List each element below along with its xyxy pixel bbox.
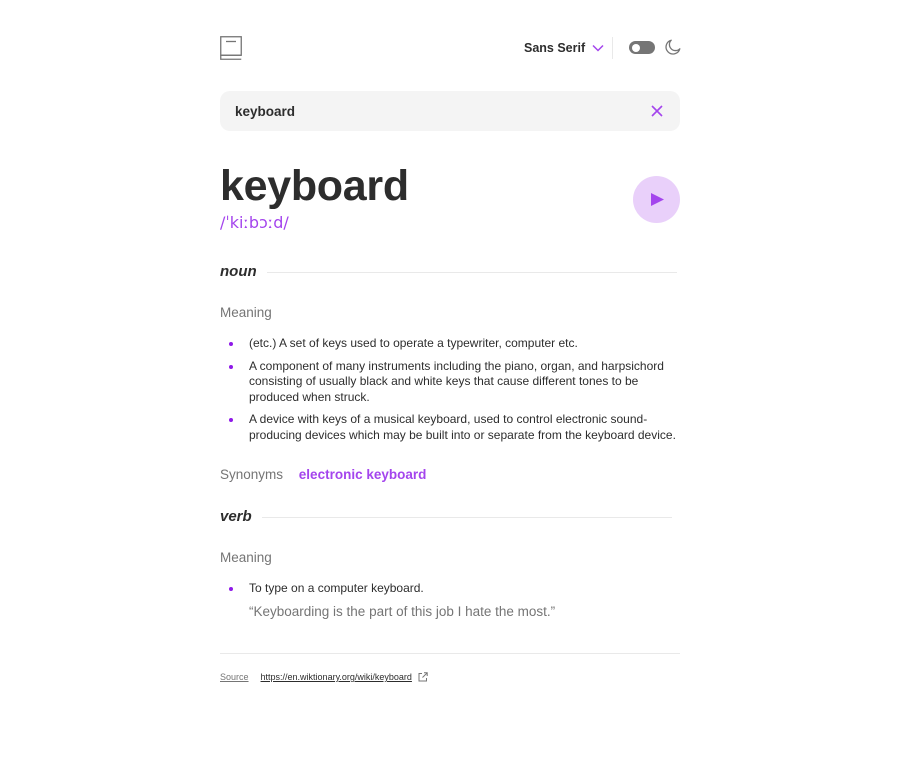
search-input[interactable] bbox=[235, 91, 635, 131]
source-row bbox=[220, 672, 428, 682]
source-link[interactable]: https://en.wiktionary.org/wiki/keyboard bbox=[260, 672, 412, 682]
definition-item bbox=[220, 412, 680, 443]
section-divider bbox=[262, 517, 672, 518]
play-icon bbox=[651, 193, 664, 206]
external-link-icon[interactable] bbox=[418, 672, 428, 682]
close-icon[interactable] bbox=[651, 105, 663, 117]
synonyms-label: Synonyms bbox=[220, 467, 284, 482]
play-audio-button[interactable] bbox=[633, 176, 680, 223]
definition-item bbox=[220, 359, 680, 406]
definition-text: A component of many instruments including the piano, organ, and harpsichord consisting of usually black and white keys that cause different tones to be produced when struck. bbox=[249, 358, 664, 404]
header bbox=[220, 36, 680, 60]
definition-text: (etc.) A set of keys used to operate a typewriter, computer etc. bbox=[249, 336, 578, 350]
section-divider bbox=[267, 272, 677, 273]
source-divider bbox=[220, 653, 680, 654]
definition-text: To type on a computer keyboard. bbox=[249, 581, 424, 595]
bullet bbox=[229, 418, 233, 422]
synonyms-row bbox=[220, 467, 426, 482]
header-divider bbox=[612, 37, 613, 59]
bullet bbox=[229, 365, 233, 369]
meaning-label: Meaning bbox=[220, 550, 272, 565]
part-of-speech-verb: verb bbox=[220, 508, 252, 525]
theme-toggle[interactable] bbox=[629, 41, 655, 54]
phonetic-text: /ˈkiːbɔːd/ bbox=[220, 213, 289, 232]
bullet bbox=[229, 587, 233, 591]
word-title: keyboard bbox=[220, 162, 409, 210]
definition-text: A device with keys of a musical keyboard, used to control electronic sound-producing devices which may be built into or separate from the keyboard device. bbox=[249, 412, 676, 442]
part-of-speech-noun: noun bbox=[220, 263, 257, 280]
definition-list bbox=[220, 336, 680, 450]
synonym-link[interactable]: electronic keyboard bbox=[298, 467, 427, 482]
search-bar bbox=[220, 91, 680, 131]
meaning-label: Meaning bbox=[220, 305, 272, 320]
book-icon[interactable] bbox=[220, 36, 242, 60]
bullet bbox=[229, 342, 233, 346]
font-family-select[interactable] bbox=[524, 38, 604, 58]
font-family-label: Sans Serif bbox=[524, 41, 586, 55]
definition-item bbox=[220, 581, 680, 619]
definition-item bbox=[220, 336, 680, 352]
definition-list bbox=[220, 581, 680, 626]
source-label: Source bbox=[220, 672, 249, 682]
toggle-knob bbox=[632, 44, 640, 52]
chevron-down-icon bbox=[592, 44, 604, 52]
moon-icon[interactable] bbox=[665, 39, 681, 55]
example-quote: “Keyboarding is the part of this job I hate the most.” bbox=[249, 603, 556, 619]
